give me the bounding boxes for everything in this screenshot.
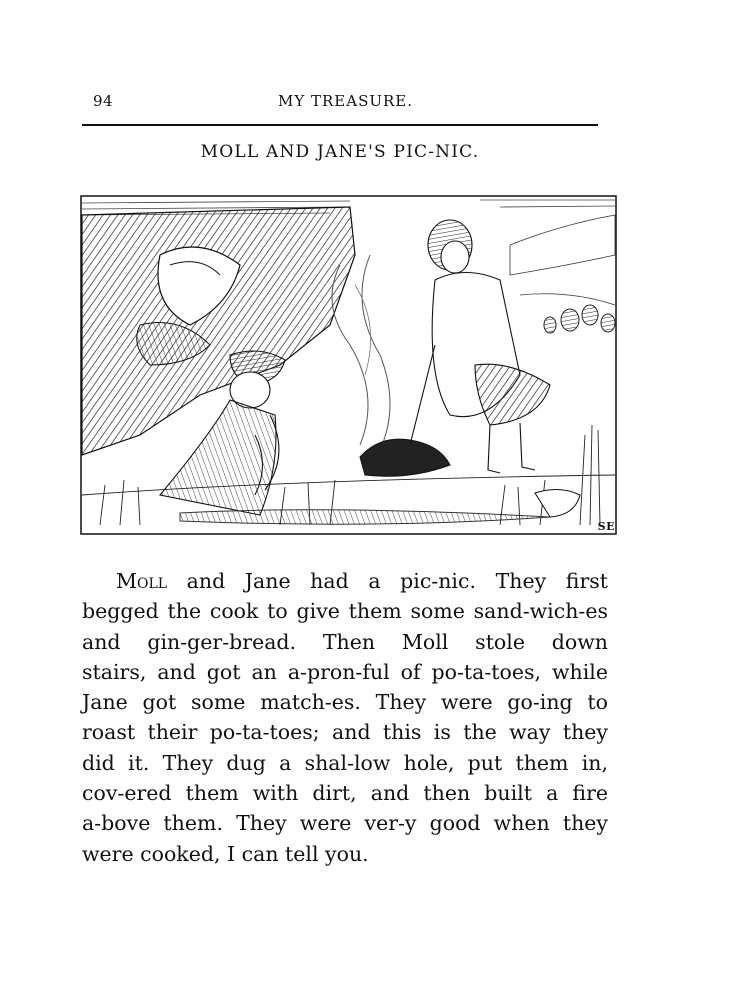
story-line-4: stairs, and got an a-pron-ful of po-ta-toes, while bbox=[82, 659, 608, 684]
header-rule bbox=[82, 124, 598, 126]
drop-word: Moll bbox=[116, 569, 168, 593]
story-line-1-rest: and Jane had a pic-nic. They first bbox=[167, 569, 608, 593]
illustration-drawing bbox=[80, 195, 617, 535]
page-header bbox=[93, 92, 598, 114]
story-line-1 bbox=[82, 566, 608, 596]
story-line-6: roast their po-ta-toes; and this is the way they bbox=[82, 720, 608, 745]
page-number: 94 bbox=[93, 92, 114, 110]
illustrator-signature: SE bbox=[597, 520, 615, 533]
story-body bbox=[82, 566, 608, 869]
engraved-illustration bbox=[80, 195, 617, 535]
story-line-10: were cooked, I can tell you. bbox=[82, 841, 369, 866]
story-line-8: cov-ered them with dirt, and then built a fire bbox=[82, 781, 608, 806]
story-line-7: did it. They dug a shal-low hole, put them in, bbox=[82, 750, 608, 775]
running-title: MY TREASURE. bbox=[277, 92, 414, 110]
story-line-3: and gin-ger-bread. Then Moll stole down bbox=[82, 629, 608, 654]
story-line-9: a-bove them. They were ver-y good when they bbox=[82, 811, 608, 836]
story-line-2: begged the cook to give them some sand-wich-es bbox=[82, 599, 608, 624]
story-line-5: Jane got some match-es. They were go-ing to bbox=[82, 690, 608, 715]
story-title: MOLL AND JANE'S PIC-NIC. bbox=[200, 142, 480, 162]
